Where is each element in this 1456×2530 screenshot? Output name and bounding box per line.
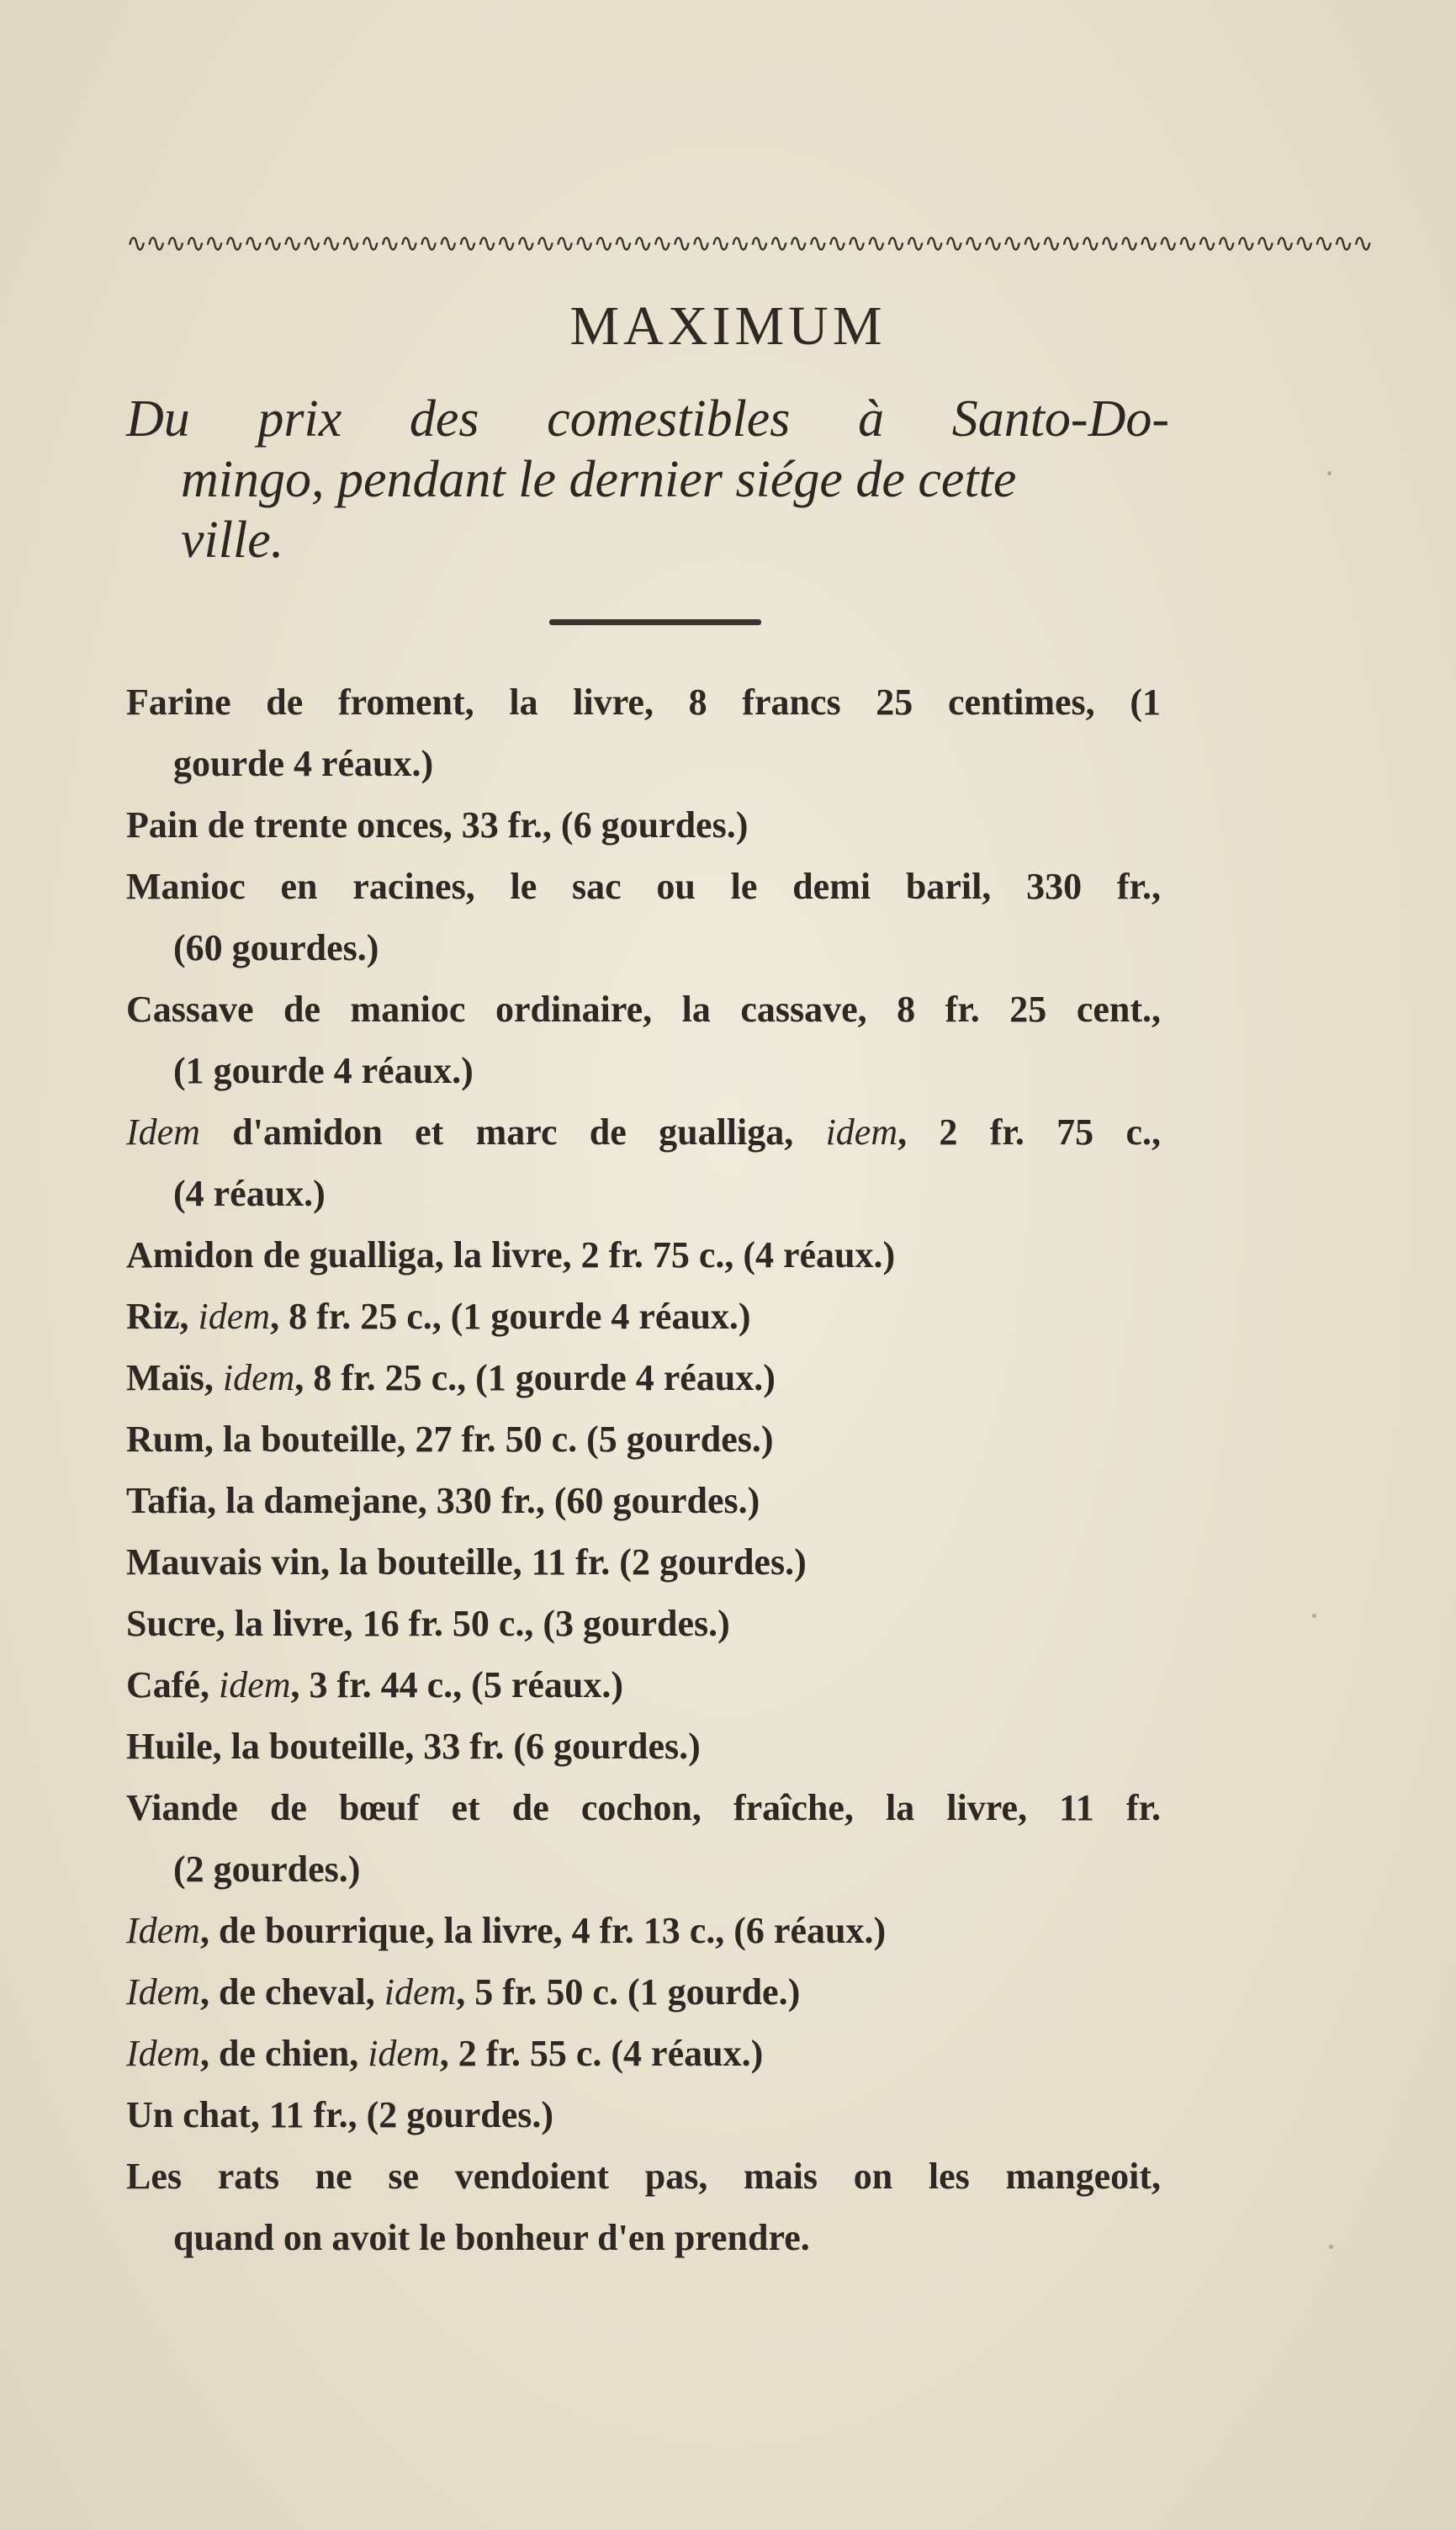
- italic-term: Idem: [126, 2033, 200, 2074]
- entry-line: [126, 1779, 1161, 1838]
- entry-continuation-line: [173, 2209, 810, 2267]
- entry-text: Un chat, 11 fr., (2 gourdes.): [126, 2094, 554, 2135]
- entry-text: , de chien,: [199, 2033, 368, 2074]
- entry-text: Huile, la bouteille, 33 fr. (6 gourdes.): [126, 1726, 701, 1767]
- italic-term: Idem: [126, 1111, 200, 1153]
- entry-line: [126, 1410, 774, 1469]
- entry-text: Pain de trente onces, 33 fr., (6 gourdes.): [126, 804, 749, 846]
- entry-text: Les rats ne se vendoient pas, mais on les mangeoit,: [126, 2156, 1161, 2197]
- entry-line: [126, 1533, 807, 1592]
- entry-line: [126, 2086, 553, 2145]
- entry-text: Café,: [126, 1664, 219, 1705]
- entry-line: [126, 857, 1161, 916]
- entry-line: [126, 1349, 776, 1408]
- entry-text: Amidon de gualliga, la livre, 2 fr. 75 c., (4 réaux.): [126, 1234, 896, 1276]
- entry-text: Cassave de manioc ordinaire, la cassave, 8 fr. 25 cent.,: [126, 989, 1161, 1030]
- italic-term: idem: [384, 1971, 457, 2013]
- entry-continuation-line: [173, 735, 433, 793]
- subtitle-line-2: mingo, pendant le dernier siége de cette: [181, 451, 1017, 508]
- entry-line: [126, 1594, 730, 1653]
- entry-text: Tafia, la damejane, 330 fr., (60 gourdes.): [126, 1480, 760, 1521]
- entry-text: (1 gourde 4 réaux.): [173, 1050, 474, 1091]
- entry-text: (60 gourdes.): [173, 927, 379, 968]
- entry-text: Rum, la bouteille, 27 fr. 50 c. (5 gourdes.): [126, 1419, 774, 1460]
- entry-text: , 8 fr. 25 c., (1 gourde 4 réaux.): [294, 1357, 776, 1398]
- entry-line: [126, 1901, 886, 1960]
- entry-text: , de cheval,: [199, 1971, 384, 2013]
- divider-rule: [549, 619, 761, 625]
- decorative-border: ∿∿∿∿∿∿∿∿∿∿∿∿∿∿∿∿∿∿∿∿∿∿∿∿∿∿∿∿∿∿∿∿∿∿∿∿∿∿∿∿∿∿∿∿∿∿∿∿∿∿∿∿∿∿∿∿∿∿∿∿∿∿∿∿: [126, 229, 1372, 258]
- entry-continuation-line: [173, 1042, 474, 1101]
- entry-line: [126, 1717, 701, 1776]
- entry-line: [126, 1472, 760, 1530]
- entry-text: d'amidon et marc de gualliga,: [199, 1111, 826, 1153]
- italic-term: Idem: [126, 1971, 200, 2013]
- entry-text: (2 gourdes.): [173, 1848, 361, 1890]
- entry-line: [126, 980, 1161, 1039]
- entry-continuation-line: [173, 1840, 360, 1899]
- entry-text: , de bourrique, la livre, 4 fr. 13 c., (6 réaux.): [199, 1910, 887, 1951]
- subtitle-line-3: ville.: [181, 512, 284, 569]
- entry-line: [126, 673, 1161, 732]
- entry-text: , 3 fr. 44 c., (5 réaux.): [290, 1664, 624, 1705]
- entry-text: gourde 4 réaux.): [173, 743, 434, 784]
- entry-text: , 2 fr. 55 c. (4 réaux.): [439, 2033, 764, 2074]
- entry-line: [126, 2024, 763, 2083]
- paper-speck: [1327, 471, 1332, 475]
- entry-text: , 5 fr. 50 c. (1 gourde.): [456, 1971, 801, 2013]
- italic-term: idem: [198, 1296, 271, 1337]
- entry-line: [126, 796, 748, 855]
- entry-text: Farine de froment, la livre, 8 francs 25 centimes, (1: [126, 682, 1161, 723]
- italic-term: Idem: [126, 1910, 200, 1951]
- italic-term: idem: [825, 1111, 898, 1153]
- entry-line: [126, 1656, 623, 1715]
- entry-text: Riz,: [126, 1296, 199, 1337]
- entry-line: [126, 1963, 800, 2022]
- entry-text: (4 réaux.): [173, 1173, 326, 1214]
- italic-term: idem: [218, 1664, 291, 1705]
- entry-text: Maïs,: [126, 1357, 223, 1398]
- italic-term: idem: [222, 1357, 295, 1398]
- entry-line: [126, 1226, 895, 1285]
- page-title: MAXIMUM: [569, 295, 887, 357]
- entry-continuation-line: [173, 919, 379, 978]
- subtitle-line-1: Du prix des comestibles à Santo-Do-: [126, 390, 1169, 448]
- italic-term: idem: [368, 2033, 440, 2074]
- entry-line: [126, 2147, 1161, 2206]
- paper-speck: [1329, 2245, 1333, 2249]
- paper-speck: [1312, 1614, 1316, 1618]
- entry-text: Manioc en racines, le sac ou le demi baril, 330 fr.,: [126, 866, 1161, 907]
- entry-line: [126, 1103, 1161, 1162]
- entry-continuation-line: [173, 1164, 326, 1223]
- entry-text: Viande de bœuf et de cochon, fraîche, la livre, 11 fr.: [126, 1787, 1161, 1828]
- entry-line: [126, 1287, 751, 1346]
- page-subtitle: [126, 389, 1169, 570]
- entry-text: Mauvais vin, la bouteille, 11 fr. (2 gourdes.): [126, 1541, 807, 1583]
- entry-text: quand on avoit le bonheur d'en prendre.: [173, 2217, 810, 2258]
- entry-text: , 2 fr. 75 c.,: [897, 1111, 1161, 1153]
- entry-text: Sucre, la livre, 16 fr. 50 c., (3 gourdes.): [126, 1603, 730, 1644]
- entry-text: , 8 fr. 25 c., (1 gourde 4 réaux.): [270, 1296, 751, 1337]
